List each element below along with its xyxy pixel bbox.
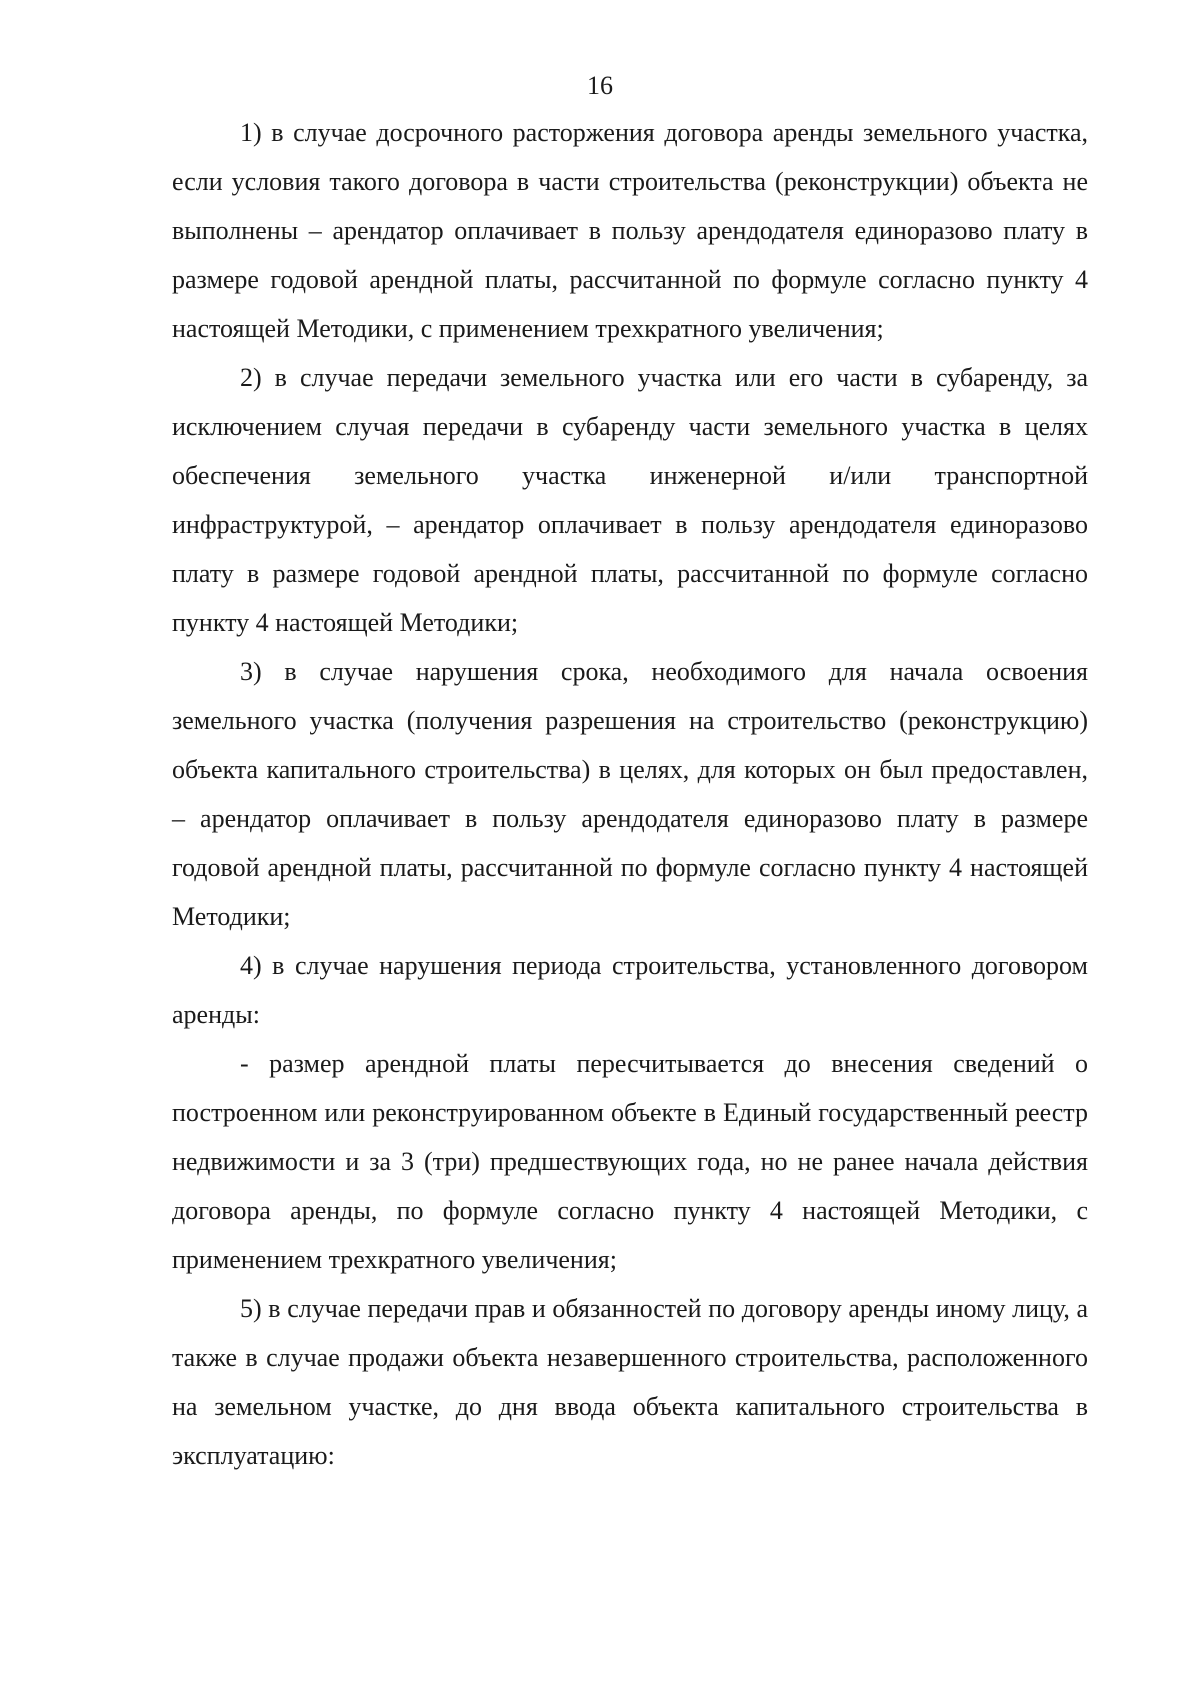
paragraph-item-1: 1) в случае досрочного расторжения договора аренды земельного участка, если условия такого договора в части строительства (реконструкции) объекта не выполнены – арендатор оплачивает в пользу арендодателя единоразово плату в размере годовой арендной платы, рассчитанной по формуле согласно пункту 4 настоящей Методики, с применением трехкратного увеличения; (172, 118, 1088, 343)
paragraph-item-4: 4) в случае нарушения периода строительства, установленного договором аренды: (172, 951, 1088, 1029)
paragraph-item-3: 3) в случае нарушения срока, необходимого для начала освоения земельного участка (получения разрешения на строительство (реконструкцию) объекта капитального строительства) в целях, для которых он был предоставлен, – арендатор оплачивает в пользу арендодателя единоразово плату в размере годовой арендной платы, рассчитанной по формуле согласно пункту 4 настоящей Методики; (172, 657, 1088, 931)
paragraph-item-5: 5) в случае передачи прав и обязанностей по договору аренды иному лицу, а также в случае продажи объекта незавершенного строительства, расположенного на земельном участке, до дня ввода объекта капитального строительства в эксплуатацию: (172, 1294, 1088, 1470)
paragraph-item-2: 2) в случае передачи земельного участка или его части в субаренду, за исключением случая передачи в субаренду части земельного участка в целях обеспечения земельного участка инженерной и/или транспортной инфраструктурой, – арендатор оплачивает в пользу арендодателя единоразово плату в размере годовой арендной платы, рассчитанной по формуле согласно пункту 4 настоящей Методики; (172, 363, 1088, 637)
document-body (172, 108, 1088, 1480)
paragraph-item-4-subitem: - размер арендной платы пересчитывается до внесения сведений о построенном или реконструированном объекте в Единый государственный реестр недвижимости и за 3 (три) предшествующих года, но не ранее начала действия договора аренды, по формуле согласно пункту 4 настоящей Методики, с применением трехкратного увеличения; (172, 1049, 1088, 1274)
page-number: 16 (587, 71, 613, 100)
